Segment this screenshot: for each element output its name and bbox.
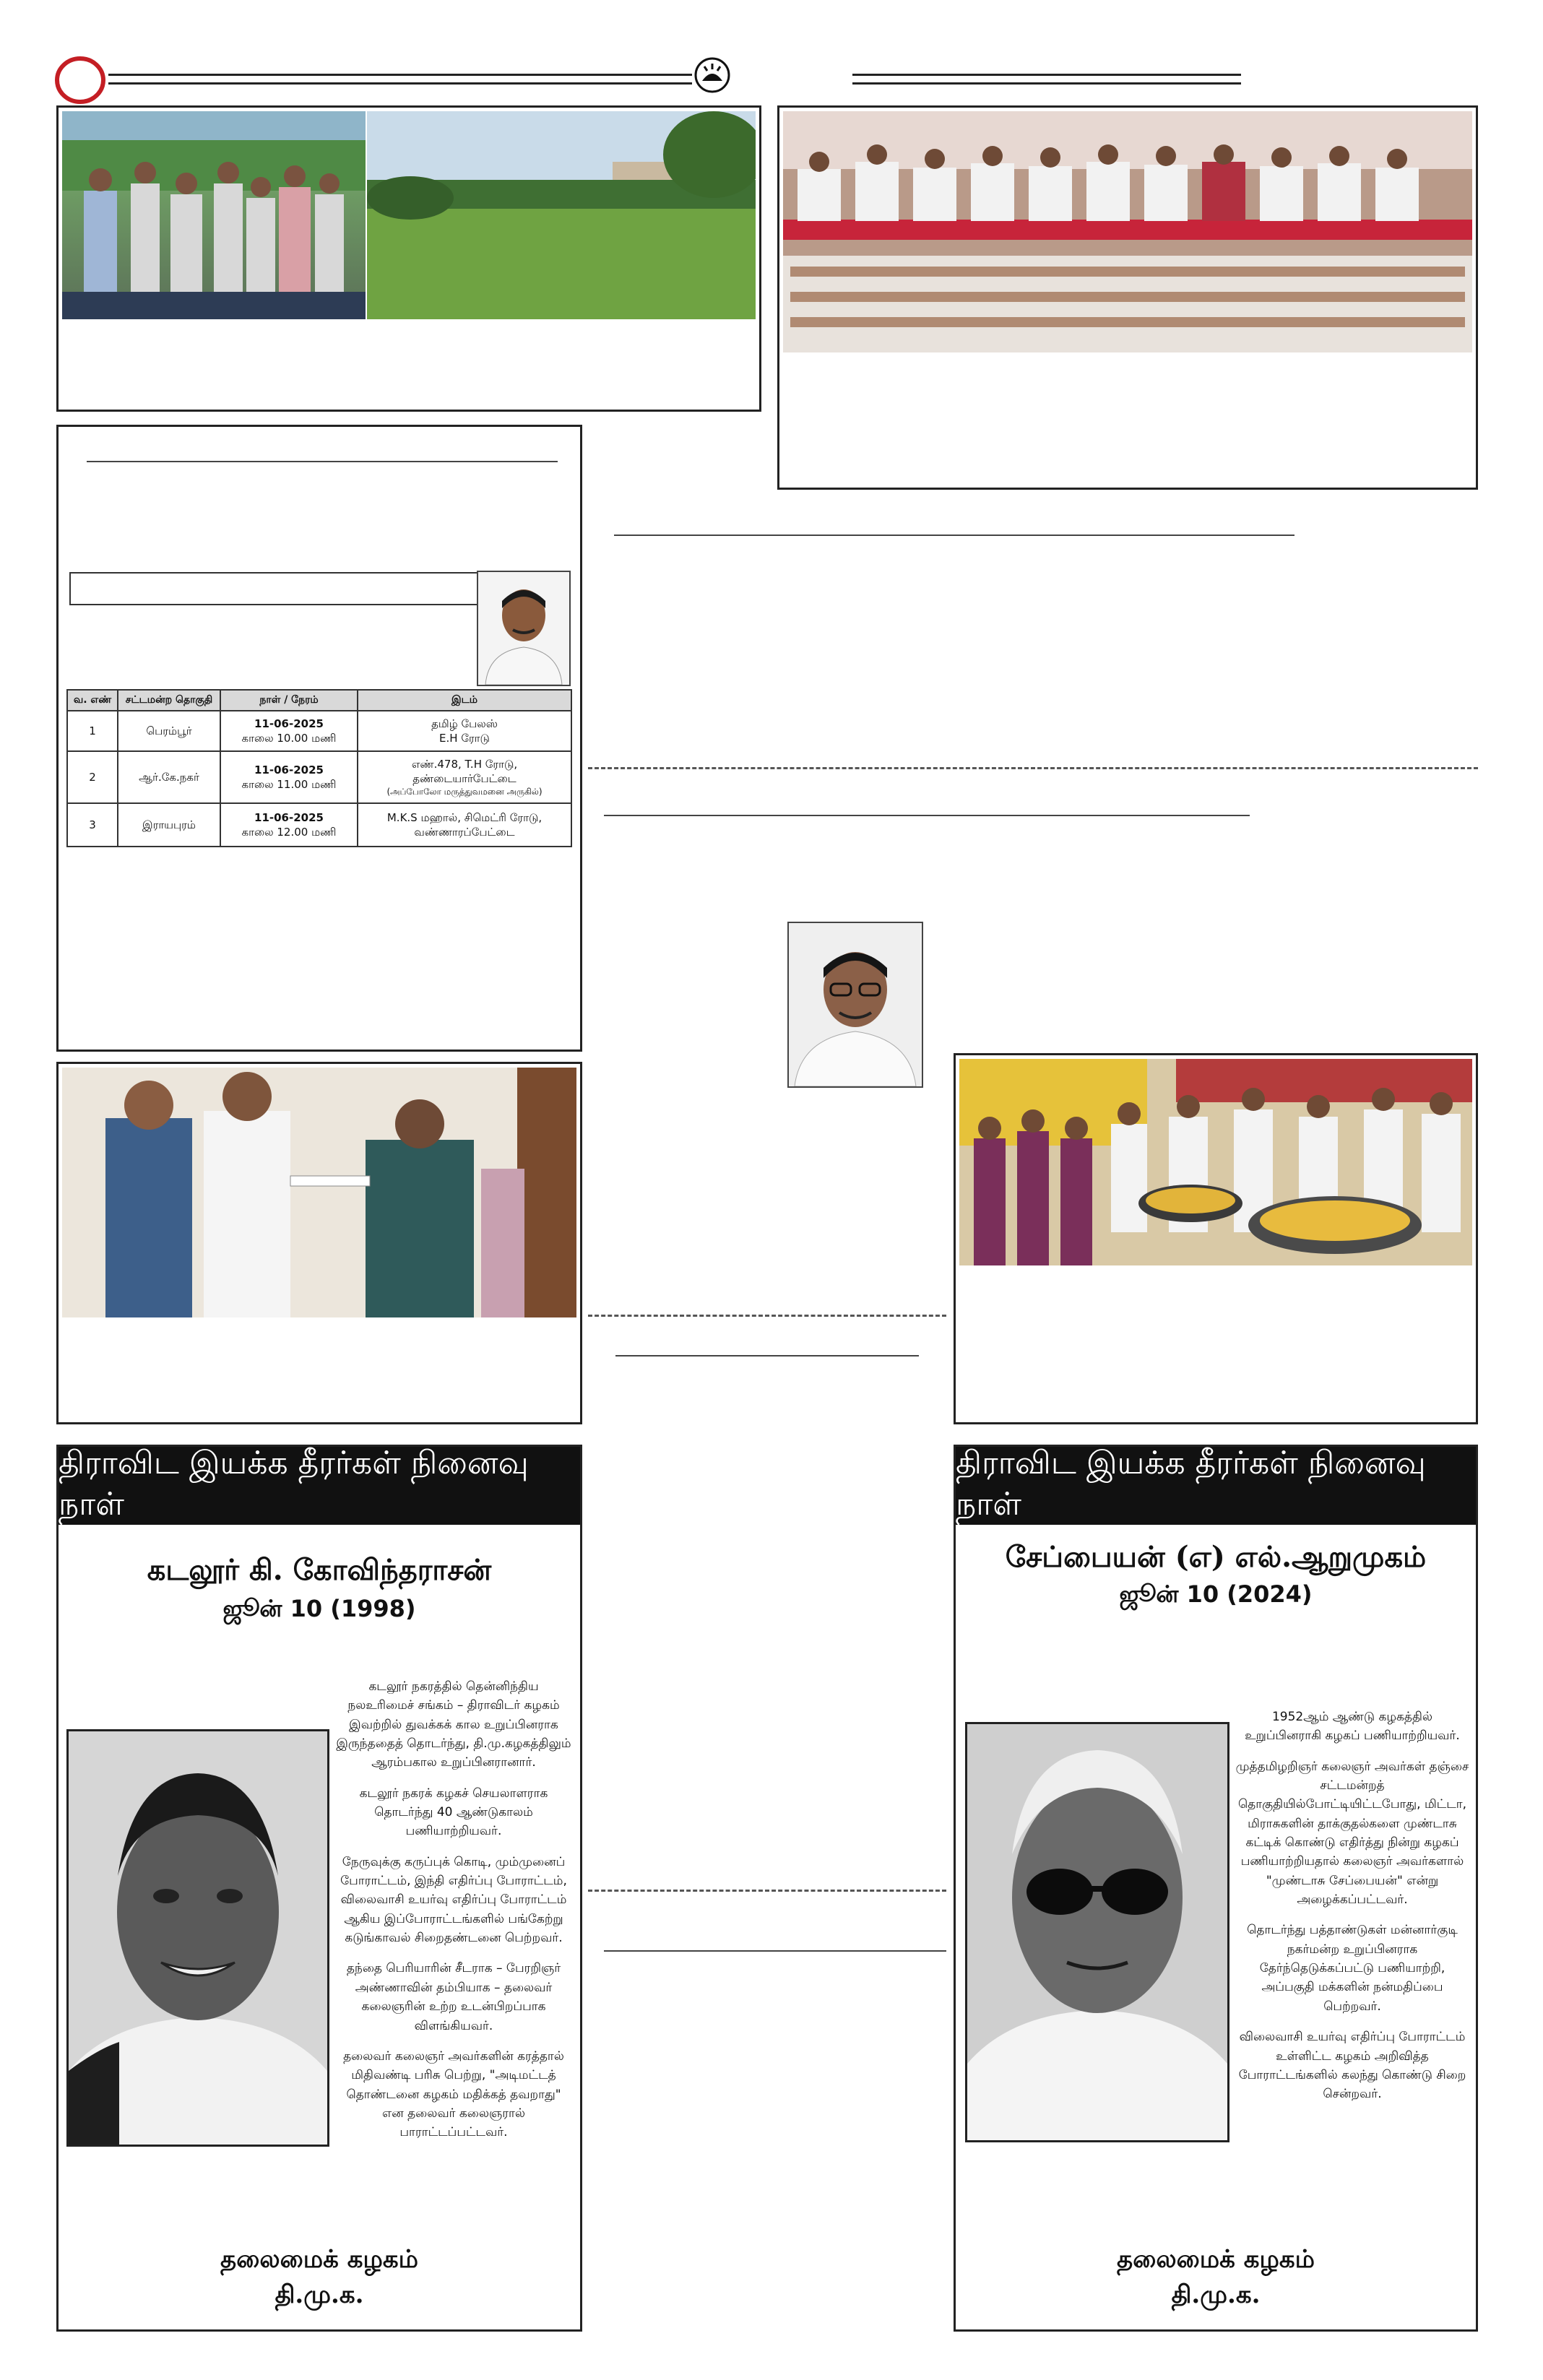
memorial-biography bbox=[335, 1677, 572, 2154]
venue-line: எண்.478, T.H ரோடு, bbox=[411, 757, 518, 771]
memorial-portrait-arumugam bbox=[965, 1722, 1229, 2142]
row-venue bbox=[358, 803, 571, 847]
memorial-portrait-govindarasan bbox=[66, 1729, 329, 2147]
footer-head-office: தலைமைக் கழகம் bbox=[220, 2245, 418, 2274]
venue-line: (அப்போலோ மருத்துவமனை அருகில்) bbox=[386, 787, 543, 797]
row-serial: 3 bbox=[67, 803, 118, 847]
bio-paragraph: நேருவுக்கு கருப்புக் கொடி, மும்முனைப் போராட்டம், இந்தி எதிர்ப்பு போராட்டம், விலைவாசி உயர்வு எதிர்ப்பு போராட்டம் ஆகிய இப்போராட்டங்களில் பங்கேற்று கடுங்காவல் சிறைதண்டனை பெற்றவர். bbox=[340, 1854, 567, 1946]
footer-head-office: தலைமைக் கழகம் bbox=[1117, 2245, 1315, 2274]
bio-paragraph: 1952ஆம் ஆண்டு கழகத்தில் உறுப்பினராகி கழகப் பணியாற்றியவர். bbox=[1245, 1710, 1460, 1744]
memorial-heading: திராவிட இயக்க தீரர்கள் நினைவு நாள் bbox=[59, 1447, 580, 1525]
venue-line: வண்ணாரப்பேட்டை bbox=[414, 825, 515, 839]
masthead-rule-left bbox=[108, 74, 692, 85]
bio-paragraph: தந்தை பெரியாரின் சீடராக – பேரறிஞர் அண்ணாவின் தம்பியாக – தலைவர் கலைஞரின் உற்ற உடன்பிறப்பாக விளங்கியவர். bbox=[346, 1961, 561, 2033]
row-venue bbox=[358, 751, 571, 803]
row-datetime bbox=[220, 711, 358, 751]
memorial-person-name: கடலூர் கி. கோவிந்தராசன் bbox=[147, 1553, 492, 1587]
row-datetime bbox=[220, 751, 358, 803]
table-header-venue: இடம் bbox=[358, 690, 571, 711]
memorial-date: ஜூன் 10 (2024) bbox=[1119, 1580, 1313, 1608]
article-headline-rule bbox=[604, 815, 1250, 816]
memorial-person-name: சேப்பையன் (எ) எல்.ஆறுமுகம் bbox=[1005, 1540, 1427, 1574]
bio-paragraph: விலைவாசி உயர்வு எதிர்ப்பு போராட்டம் உள்ளிட்ட கழகம் அறிவித்த போராட்டங்களில் கலந்து கொண்டு சிறை சென்றவர். bbox=[1238, 2030, 1466, 2102]
table-row bbox=[67, 803, 571, 847]
memorial-heading: திராவிட இயக்க தீரர்கள் நினைவு நாள் bbox=[956, 1447, 1476, 1525]
memorial-footer bbox=[59, 2242, 580, 2314]
footer-party-name: தி.மு.க. bbox=[275, 2280, 364, 2310]
table-header-serial: வ. எண் bbox=[67, 690, 118, 711]
table-row bbox=[67, 711, 571, 751]
row-datetime bbox=[220, 803, 358, 847]
venue-line: M.K.S மஹால், சிமெட்ரி ரோடு, bbox=[386, 810, 543, 824]
table-row bbox=[67, 751, 571, 803]
bio-paragraph: கடலூர் நகரக் கழகச் செயலாளராக தொடர்ந்து 40 ஆண்டுகாலம் பணியாற்றியவர். bbox=[359, 1786, 548, 1839]
masthead-rule-right bbox=[852, 74, 1241, 85]
table-header-datetime: நாள் / நேரம் bbox=[220, 690, 358, 711]
article-separator-dashed bbox=[588, 767, 1478, 769]
memorial-date: ஜூன் 10 (1998) bbox=[222, 1595, 416, 1622]
notice-caption-box bbox=[69, 572, 478, 605]
article-headline-rule bbox=[615, 1355, 919, 1356]
footer-party-name: தி.மு.க. bbox=[1171, 2280, 1261, 2310]
row-constituency: ஆர்.கே.நகர் bbox=[118, 751, 220, 803]
bio-paragraph: முத்தமிழறிஞர் கலைஞர் அவர்கள் தஞ்சை சட்டமன்றத் தொகுதியில்போட்டியிட்டபோது, மிட்டா, மிராசுகளின் தாக்குதல்களை முண்டாசு கட்டிக் கொண்டு எதிர்த்து நின்று கழகப் பணியாற்றியதால் கலைஞர் அவர்களால் "முண்டாசு சேப்பையன்" என்று அழைக்கப்பட்டவர். bbox=[1235, 1759, 1469, 1908]
row-constituency: இராயபுரம் bbox=[118, 803, 220, 847]
row-time: காலை 11.00 மணி bbox=[241, 777, 337, 791]
vacant-land-photo bbox=[367, 111, 756, 319]
row-time: காலை 12.00 மணி bbox=[241, 825, 337, 839]
venue-line: தமிழ் பேலஸ் bbox=[431, 717, 498, 730]
bio-paragraph: தொடர்ந்து பத்தாண்டுகள் மன்னார்குடி நகர்மன்ற உறுப்பினராக தேர்ந்தெடுக்கப்பட்டு பணியாற்றி, அப்பகுதி மக்களின் நன்மதிப்பை பெற்றவர். bbox=[1247, 1923, 1458, 2014]
row-serial: 2 bbox=[67, 751, 118, 803]
row-date: 11-06-2025 bbox=[254, 717, 324, 730]
memorial-footer bbox=[956, 2242, 1476, 2314]
venue-line: E.H ரோடு bbox=[439, 731, 490, 745]
constituency-schedule-table bbox=[66, 689, 572, 847]
meeting-hall-photo bbox=[783, 111, 1472, 352]
memorial-biography bbox=[1235, 1708, 1469, 2116]
row-time: காலை 10.00 மணி bbox=[241, 731, 337, 745]
speaker-portrait bbox=[787, 922, 923, 1088]
leader-portrait-small bbox=[477, 571, 571, 686]
newspaper-logo-ring bbox=[53, 55, 107, 105]
article-headline-rule bbox=[604, 1950, 946, 1952]
row-date: 11-06-2025 bbox=[254, 763, 324, 776]
venue-line: தண்டையார்பேட்டை bbox=[412, 771, 517, 785]
bio-paragraph: தலைவர் கலைஞர் அவர்களின் கரத்தால் மிதிவண்டி பரிசு பெற்று, "அடிமட்டத் தொண்டனை கழகம் மதிக்கத் தவறாது" என தலைவர் கலைஞரால் பாராட்டப்பட்டவர். bbox=[343, 2048, 564, 2140]
article-separator-dashed bbox=[588, 1315, 946, 1317]
food-distribution-photo bbox=[959, 1059, 1472, 1265]
officials-group-photo bbox=[62, 111, 366, 319]
bio-paragraph: கடலூர் நகரத்தில் தென்னிந்திய நலஉரிமைச் சங்கம் – திராவிடர் கழகம் இவற்றில் துவக்கக் கால உறுப்பினராக இருந்ததைத் தொடர்ந்து, தி.மு.கழகத்திலும் ஆரம்பகால உறுப்பினரானார். bbox=[336, 1679, 571, 1770]
rising-sun-emblem-icon bbox=[692, 56, 732, 94]
article-headline-rule bbox=[614, 535, 1295, 536]
assistance-handover-photo bbox=[62, 1068, 576, 1317]
row-date: 11-06-2025 bbox=[254, 810, 324, 824]
row-serial: 1 bbox=[67, 711, 118, 751]
table-header-constituency: சட்டமன்ற தொகுதி bbox=[118, 690, 220, 711]
row-venue bbox=[358, 711, 571, 751]
article-separator-dashed bbox=[588, 1890, 946, 1892]
row-constituency: பெரம்பூர் bbox=[118, 711, 220, 751]
notice-headline-rule bbox=[87, 461, 558, 462]
